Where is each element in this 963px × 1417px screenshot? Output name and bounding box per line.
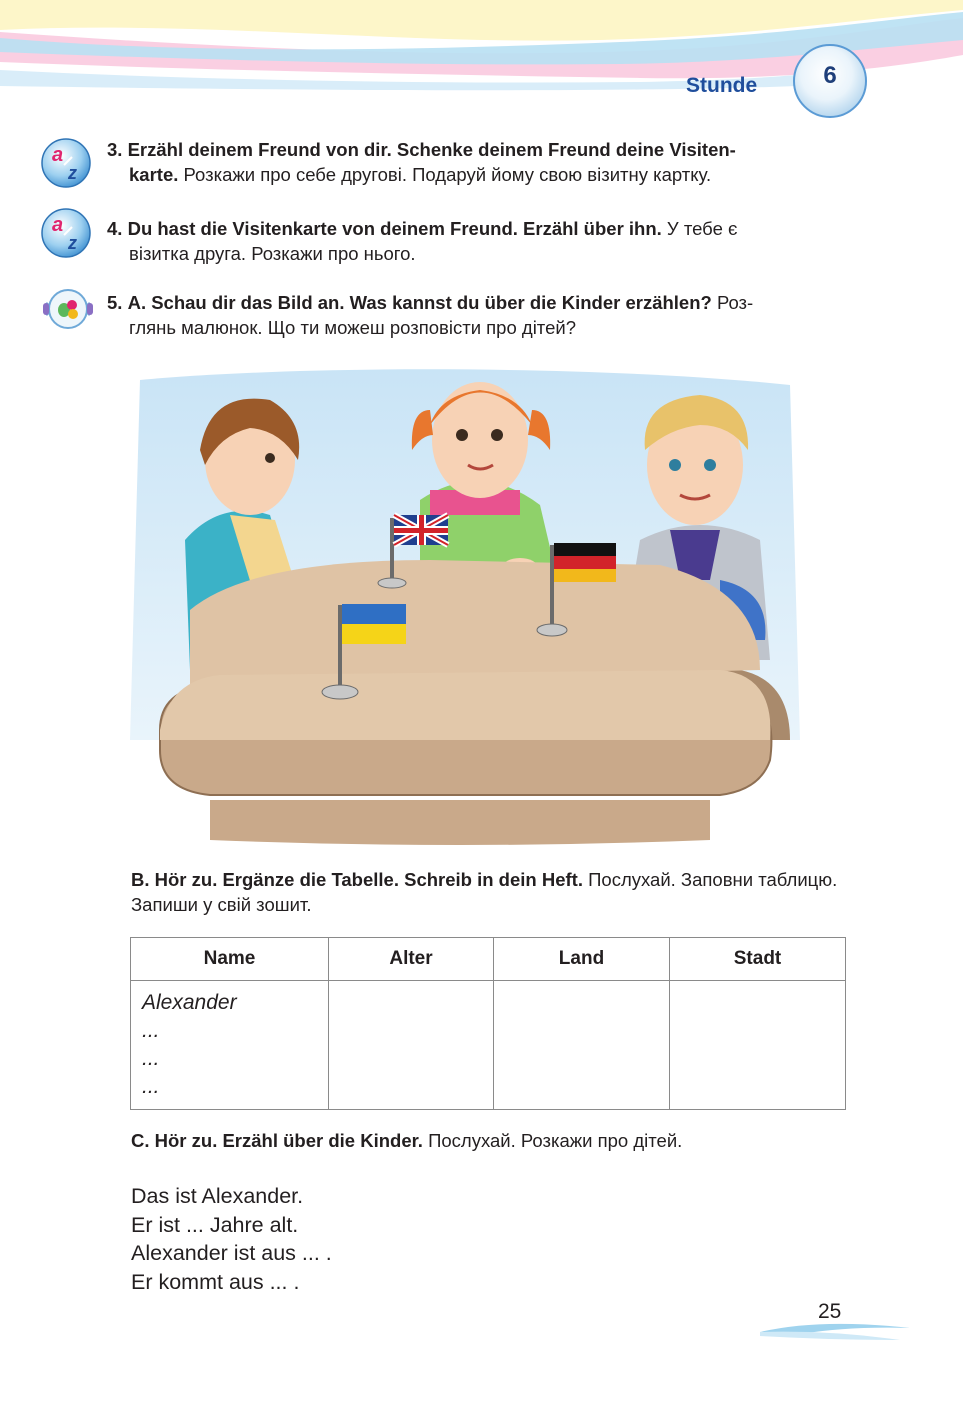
svg-text:a: a (52, 144, 64, 166)
sentence: Er kommt aus ... . (131, 1269, 300, 1294)
task-instruction-ua-cont: візитка друга. Розкажи про нього. (129, 243, 416, 264)
sentence: Das ist Alexander. (131, 1184, 304, 1208)
part-b-instruction (131, 867, 845, 917)
svg-text:z: z (68, 233, 77, 253)
listening-speaking-icon (40, 283, 102, 335)
column-header-land: Land (494, 938, 670, 981)
children-at-table-illustration (100, 340, 820, 850)
name-entry: ... (142, 1047, 160, 1070)
task-instruction-de: A. Schau dir das Bild an. Was kannst du über die Kinder erzählen? (127, 292, 712, 313)
task-4 (107, 216, 845, 266)
part-c-instruction (131, 1128, 845, 1153)
name-cell (131, 981, 329, 1110)
footer-decorative-swoosh (760, 1318, 910, 1348)
az-dictionary-icon (40, 137, 102, 189)
table (160, 560, 790, 845)
name-entry: Alexander (142, 991, 237, 1014)
lesson-number-badge (793, 44, 867, 118)
stadt-cell (670, 981, 846, 1110)
name-entry: ... (142, 1075, 160, 1098)
task-number: 5. (107, 292, 123, 313)
part-c-instruction-ua: Послухай. Розкажи про дітей. (422, 1130, 683, 1151)
svg-text:a: a (52, 214, 64, 236)
task-instruction-de-cont: karte. (129, 164, 179, 185)
lesson-number: 6 (823, 62, 837, 89)
task-instruction-ua: Розкажи про себе другові. Подаруй йому свою візитну картку. (178, 164, 712, 185)
alter-cell (329, 981, 494, 1110)
column-header-name: Name (131, 938, 329, 981)
sentence: Er ist ... Jahre alt. (131, 1212, 299, 1237)
task-instruction-ua: Роз- (711, 292, 754, 313)
land-cell (494, 981, 670, 1110)
az-dictionary-icon (40, 207, 102, 259)
children-info-table (130, 937, 846, 1110)
task-number: 4. (107, 218, 123, 239)
task-number: 3. (107, 139, 123, 160)
part-b-instruction-de: B. Hör zu. Ergänze die Tabelle. Schreib in dein Heft. (131, 869, 583, 890)
task-instruction-de: Erzähl deinem Freund von dir. Schenke deinem Freund deine Visiten- (127, 139, 736, 160)
table-row (131, 981, 846, 1110)
part-b-instruction-ua: Послухай. Заповни таблицю. Запиши у свій зошит. (131, 869, 838, 915)
task-instruction-ua: У тебе є (661, 218, 738, 239)
task-instruction-de: Du hast die Visitenkarte von deinem Freund. Erzähl über ihn. (127, 218, 662, 239)
table-header-row (131, 938, 846, 981)
column-header-stadt: Stadt (670, 938, 846, 981)
task-3 (107, 137, 845, 187)
task-instruction-ua-cont: глянь малюнок. Що ти можеш розповісти про дітей? (129, 317, 576, 338)
task-5 (107, 290, 845, 340)
part-c-instruction-de: C. Hör zu. Erzähl über die Kinder. (131, 1130, 423, 1151)
sentence: Alexander ist aus ... . (131, 1241, 332, 1265)
lesson-label: Stunde (686, 74, 758, 97)
column-header-alter: Alter (329, 938, 494, 981)
page-number: 25 (818, 1300, 842, 1323)
name-entry: ... (142, 1019, 160, 1042)
svg-text:z: z (68, 163, 77, 183)
model-sentences (131, 1182, 332, 1296)
